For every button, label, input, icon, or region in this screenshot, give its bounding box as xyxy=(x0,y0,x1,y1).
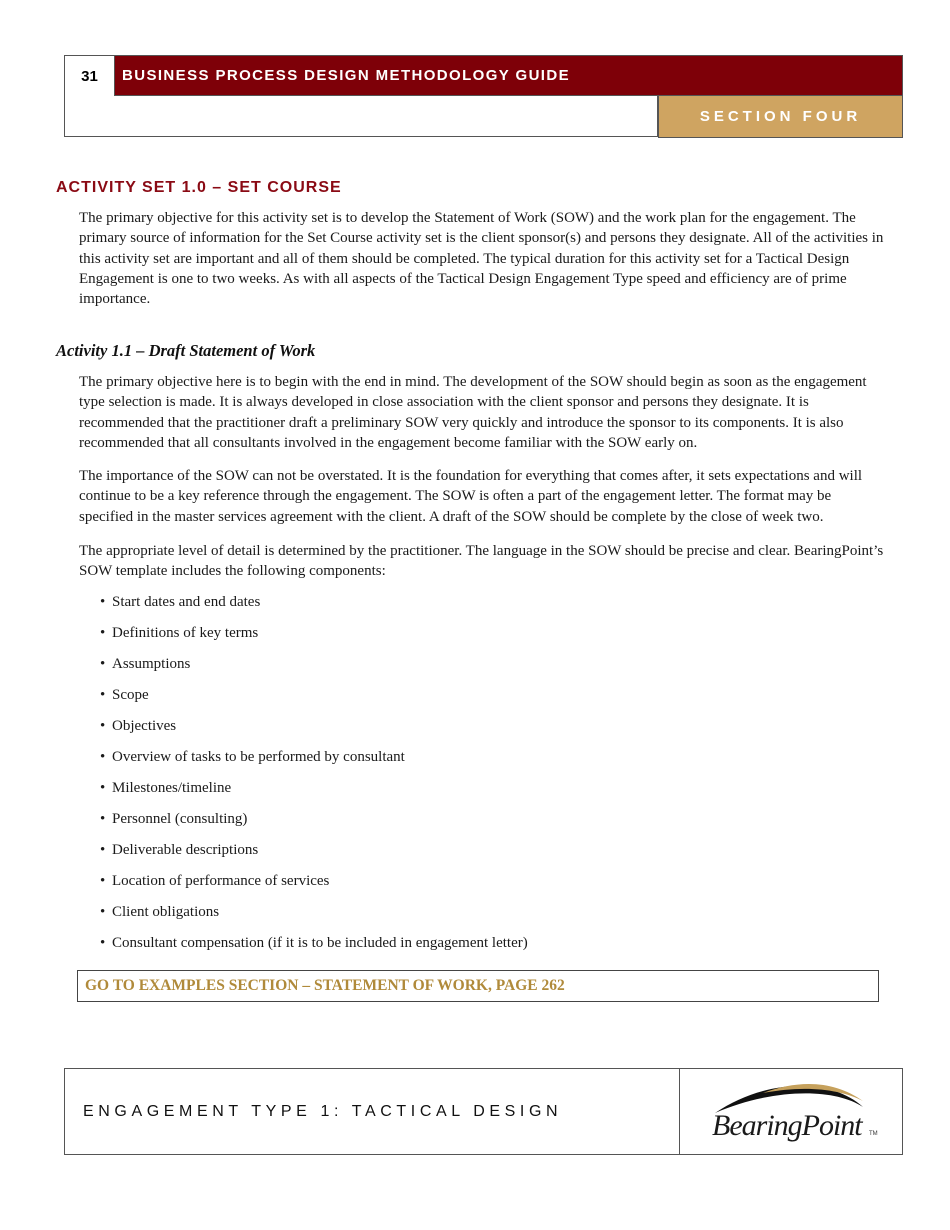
bullet-icon: • xyxy=(100,935,106,951)
bearingpoint-logo xyxy=(705,1077,885,1147)
page-header xyxy=(64,55,903,138)
bullet-icon: • xyxy=(100,780,106,796)
bullet-icon: • xyxy=(100,842,106,858)
activity-paragraph-2: The importance of the SOW can not be overstated. It is the foundation for everything that comes after, it sets expectations and will continue to be a key reference through the engagement. The SOW is often a part of the engagement letter. The format may be specified in the master services agreement with the client. A draft of the SOW should be complete by the close of week two. xyxy=(79,468,863,525)
activity-paragraph-1: The primary objective here is to begin with the end in mind. The development of the SOW should begin as soon as the engagement type selection is made. It is always developed in close association with the client sponsor and persons they designate. It is recommended that the practitioner draft a preliminary SOW very quickly and introduce the sponsor to its components. It is also recommended that all consultants involved in the engagement become familiar with the SOW early on. xyxy=(79,374,867,451)
bullet-icon: • xyxy=(100,687,106,703)
list-item: • Overview of tasks to be performed by consultant xyxy=(100,747,528,778)
section-label: SECTION FOUR xyxy=(658,96,903,138)
list-item: • Client obligations xyxy=(100,902,528,933)
bullet-icon: • xyxy=(100,873,106,889)
engagement-type-label: ENGAGEMENT TYPE 1: TACTICAL DESIGN xyxy=(83,1102,563,1120)
page-footer xyxy=(64,1068,903,1155)
bullet-icon: • xyxy=(100,811,106,827)
logo-trademark: TM xyxy=(869,1131,878,1137)
footer-divider xyxy=(679,1069,680,1154)
list-item: • Consultant compensation (if it is to be included in engagement letter) xyxy=(100,933,528,964)
list-item: • Objectives xyxy=(100,716,528,747)
page-number: 31 xyxy=(64,55,114,97)
activity-paragraph-3: The appropriate level of detail is determined by the practitioner. The language in the SOW should be precise and clear. BearingPoint’s SOW template includes the following components: xyxy=(79,543,884,580)
list-item: • Start dates and end dates xyxy=(100,592,528,623)
list-item: • Scope xyxy=(100,685,528,716)
header-blank-cell xyxy=(64,96,658,137)
guide-title: BUSINESS PROCESS DESIGN METHODOLOGY GUIDE xyxy=(114,55,903,96)
bullet-icon: • xyxy=(100,749,106,765)
list-item: • Definitions of key terms xyxy=(100,623,528,654)
list-item: • Personnel (consulting) xyxy=(100,809,528,840)
list-item: • Deliverable descriptions xyxy=(100,840,528,871)
list-item: • Assumptions xyxy=(100,654,528,685)
goto-examples-link[interactable]: GO TO EXAMPLES SECTION – STATEMENT OF WORK, PAGE 262 xyxy=(77,970,879,1002)
bullet-icon: • xyxy=(100,594,106,610)
logo-wordmark: BearingPoint xyxy=(712,1109,862,1142)
activity-set-intro: The primary objective for this activity set is to develop the Statement of Work (SOW) and the work plan for the engagement. The primary source of information for the Set Course activity set is the client sponsor(s) and persons they designate. All of the activities in this activity set are important and all of them should be completed. The typical duration for this activity set for a Tactical Design Engagement is one to two weeks. As with all aspects of the Tactical Design Engagement Type speed and efficiency are of prime importance. xyxy=(79,210,884,308)
list-item: • Milestones/timeline xyxy=(100,778,528,809)
list-item: • Location of performance of services xyxy=(100,871,528,902)
bullet-icon: • xyxy=(100,656,106,672)
activity-set-heading: ACTIVITY SET 1.0 – SET COURSE xyxy=(56,179,342,196)
bullet-icon: • xyxy=(100,625,106,641)
bullet-icon: • xyxy=(100,904,106,920)
sow-components-list xyxy=(100,592,528,964)
header-top-row xyxy=(64,55,903,96)
bullet-icon: • xyxy=(100,718,106,734)
activity-heading: Activity 1.1 – Draft Statement of Work xyxy=(56,341,316,360)
